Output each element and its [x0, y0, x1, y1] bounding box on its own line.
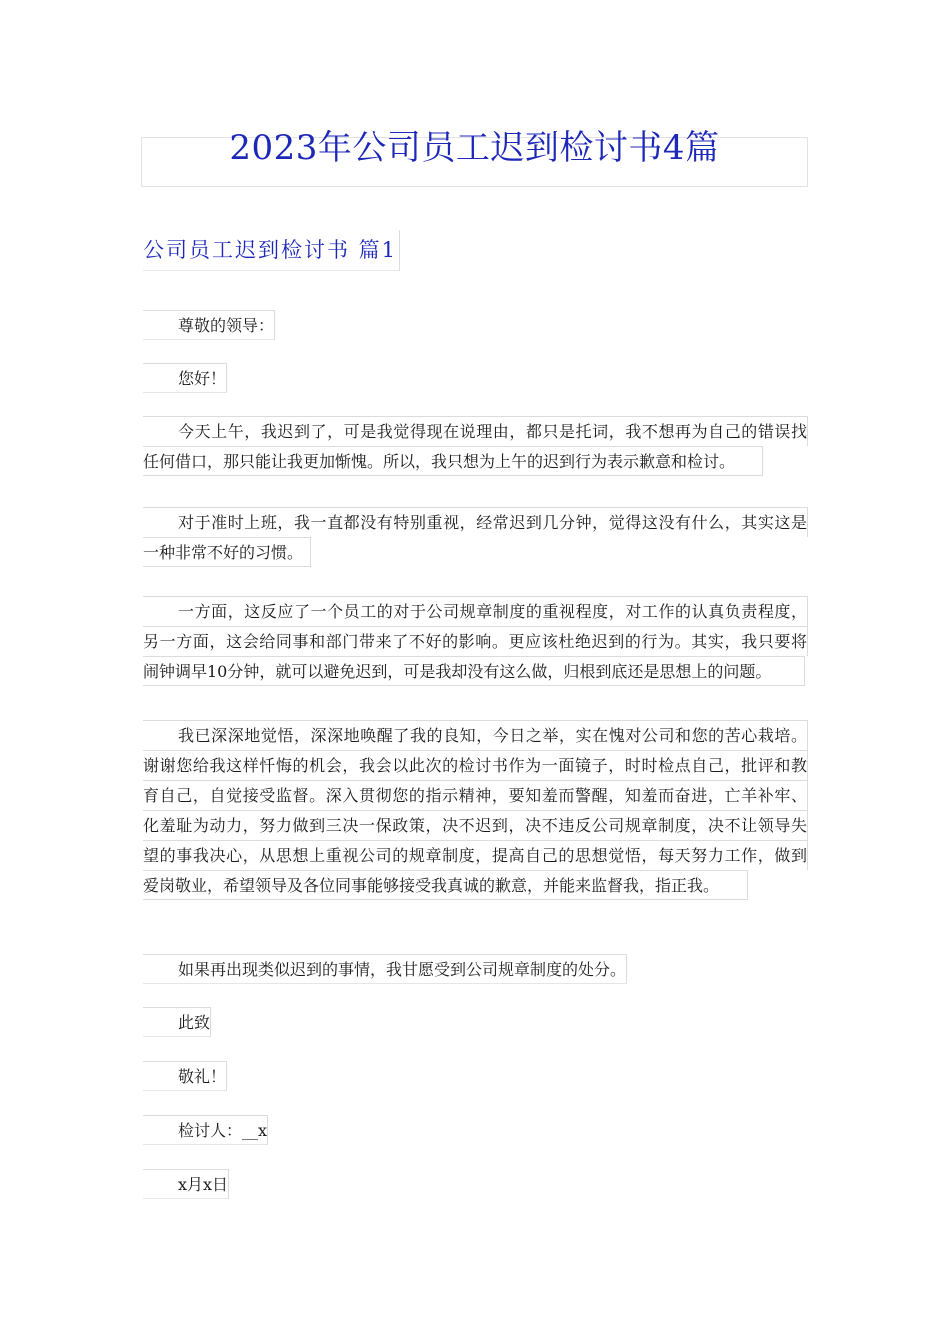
closing-text-2: 敬礼！: [143, 1061, 227, 1091]
paragraph-line: 任何借口，那只能让我更加惭愧。所以，我只想为上午的迟到行为表示歉意和检讨。: [143, 446, 763, 476]
document-title: 2023年公司员工迟到检讨书4篇: [229, 128, 720, 168]
paragraph-line: 一种非常不好的习惯。: [143, 537, 311, 567]
paragraph-line: 育自己，自觉接受监督。深入贯彻您的指示精神，要知羞而警醒，知羞而奋进，亡羊补牢、: [143, 780, 808, 810]
paragraph-1: [143, 416, 808, 476]
section-heading: 公司员工迟到检讨书 篇1: [143, 230, 400, 271]
paragraph-line: 另一方面，这会给同事和部门带来了不好的影响。更应该杜绝迟到的行为。其实，我只要将: [143, 626, 808, 656]
paragraph-line: 闹钟调早10分钟，就可以避免迟到，可是我却没有这么做，归根到底还是思想上的问题。: [143, 656, 805, 686]
paragraph-line: 望的事我决心，从思想上重视公司的规章制度，提高自己的思想觉悟，每天努力工作，做到: [143, 840, 808, 870]
paragraph-line: 谢谢您给我这样忏悔的机会，我会以此次的检讨书作为一面镜子，时时检点自己，批评和教: [143, 750, 808, 780]
hello-text: 您好！: [143, 363, 227, 393]
paragraph-line: 一方面，这反应了一个员工的对于公司规章制度的重视程度，对工作的认真负责程度，: [143, 596, 808, 626]
paragraph-2: [143, 507, 808, 567]
date-paragraph: [143, 1169, 808, 1200]
paragraph-line: 如果再出现类似迟到的事情，我甘愿受到公司规章制度的处分。: [143, 954, 627, 984]
paragraph-line: 爱岗敬业，希望领导及各位同事能够接受我真诚的歉意，并能来监督我，指正我。: [143, 870, 748, 900]
paragraph-line: 今天上午，我迟到了，可是我觉得现在说理由，都只是托词，我不想再为自己的错误找: [143, 416, 808, 446]
paragraph-line: 对于准时上班，我一直都没有特别重视，经常迟到几分钟，觉得这没有什么，其实这是: [143, 507, 808, 537]
greeting-text: 尊敬的领导：: [143, 310, 275, 340]
signer-value: x: [258, 1121, 268, 1140]
closing-paragraph-2: [143, 1061, 808, 1092]
paragraph-line: 我已深深地觉悟，深深地唤醒了我的良知，今日之举，实在愧对公司和您的苦心栽培。: [143, 720, 808, 750]
closing-text-1: 此致: [143, 1007, 211, 1037]
date-text: x月x日: [143, 1169, 229, 1199]
closing-paragraph-1: [143, 1007, 808, 1038]
signer-paragraph: [143, 1115, 808, 1146]
paragraph-line: 化羞耻为动力，努力做到三决一保政策，决不迟到，决不违反公司规章制度，决不让领导失: [143, 810, 808, 840]
signer-line: [143, 1115, 268, 1145]
paragraph-4: [143, 720, 808, 900]
greeting-paragraph: [143, 310, 808, 341]
hello-paragraph: [143, 363, 808, 394]
paragraph-3: [143, 596, 808, 686]
paragraph-5: [143, 954, 808, 985]
signer-label: 检讨人：: [178, 1121, 243, 1140]
signer-blank: __: [242, 1121, 259, 1140]
